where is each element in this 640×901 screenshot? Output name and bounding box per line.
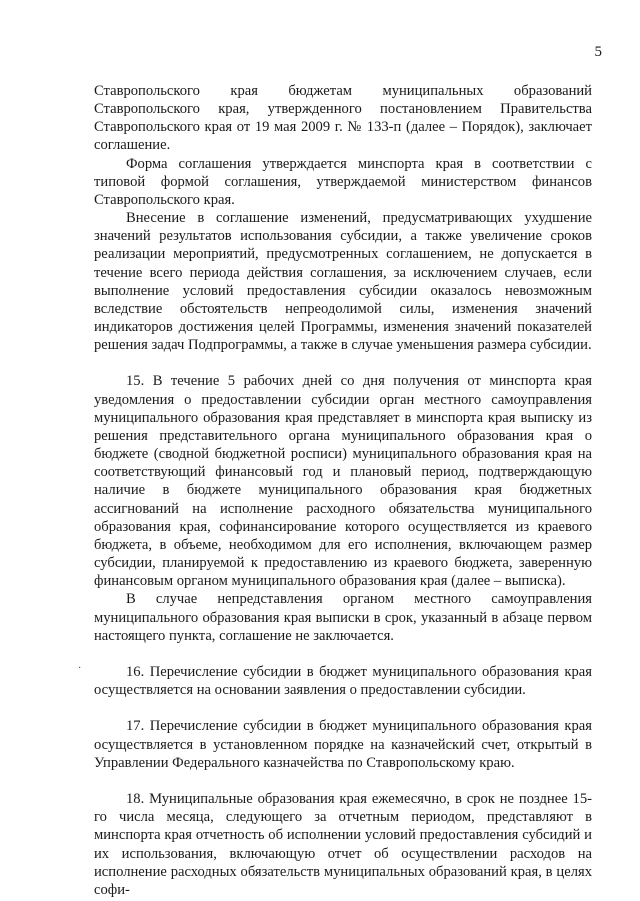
paragraph-item-15: 15. В течение 5 рабочих дней со дня получения от минспорта края уведомления о предоставлении субсидии орган местного самоуправления муниципального образования края представляет в минспорта края выписку из решения представительного органа муниципального образования края о бюджете (сводной бюджетной росписи) муниципального образования края на соответствующий финансовый год и плановый период, подтверждающую наличие в бюджете муниципального образования края бюджетных ассигнований на исполнение расходного обязательства муниципального образования края, софинансирование которого осуществляется из краевого бюджета, в объеме, необходимом для его исполнения, включающем размер субсидии, планируемой к предоставлению из краевого бюджета, заверенную финансовым органом муниципального образования края (далее – выписка). — [94, 373, 592, 590]
paragraph-agreement-form: Форма соглашения утверждается минспорта края в соответствии с типовой формой соглашения, утверждаемой министерством финансов Ставропольского края. — [94, 155, 592, 208]
paragraph-item-16: 16. Перечисление субсидии в бюджет муниципального образования края осуществляется на основании заявления о предоставлении субсидии. — [94, 663, 592, 699]
page-number: 5 — [594, 44, 602, 60]
paragraph-continuation: Ставропольского края бюджетам муниципальных образований Ставропольского края, утвержденного постановлением Правительства Ставропольского края от 19 мая 2009 г. № 133-п (далее – Порядок), заключает соглашение. — [94, 83, 592, 154]
paragraph-item-18: 18. Муниципальные образования края ежемесячно, в срок не позднее 15-го числа месяца, следующего за отчетным периодом, представляют в минспорта края отчетность об исполнении условий предоставления субсидий и их использования, включающую отчет об осуществлении расходов на исполнение расходных обязательств муниципальных образований края, в целях софи- — [94, 791, 592, 898]
paragraph-item-17: 17. Перечисление субсидии в бюджет муниципального образования края осуществляется в установленном порядке на казначейский счет, открытый в Управлении Федерального казначейства по Ставропольскому краю. — [94, 718, 592, 771]
document-body — [94, 82, 592, 899]
margin-mark: · — [78, 663, 82, 674]
paragraph-item-15-non-submission: В случае непредставления органом местного самоуправления муниципального образования края выписки в срок, указанный в абзаце первом настоящего пункта, соглашение не заключается. — [94, 591, 592, 644]
paragraph-agreement-changes: Внесение в соглашение изменений, предусматривающих ухудшение значений результатов использования субсидии, а также увеличение сроков реализации мероприятий, предусмотренных соглашением, не допускается в течение всего периода действия соглашения, за исключением случаев, если выполнение условий предоставления субсидии оказалось невозможным вследствие обстоятельств непреодолимой силы, изменения значений индикаторов достижения целей Программы, изменения значений показателей решения задач Подпрограммы, а также в случае уменьшения размера субсидии. — [94, 210, 592, 354]
